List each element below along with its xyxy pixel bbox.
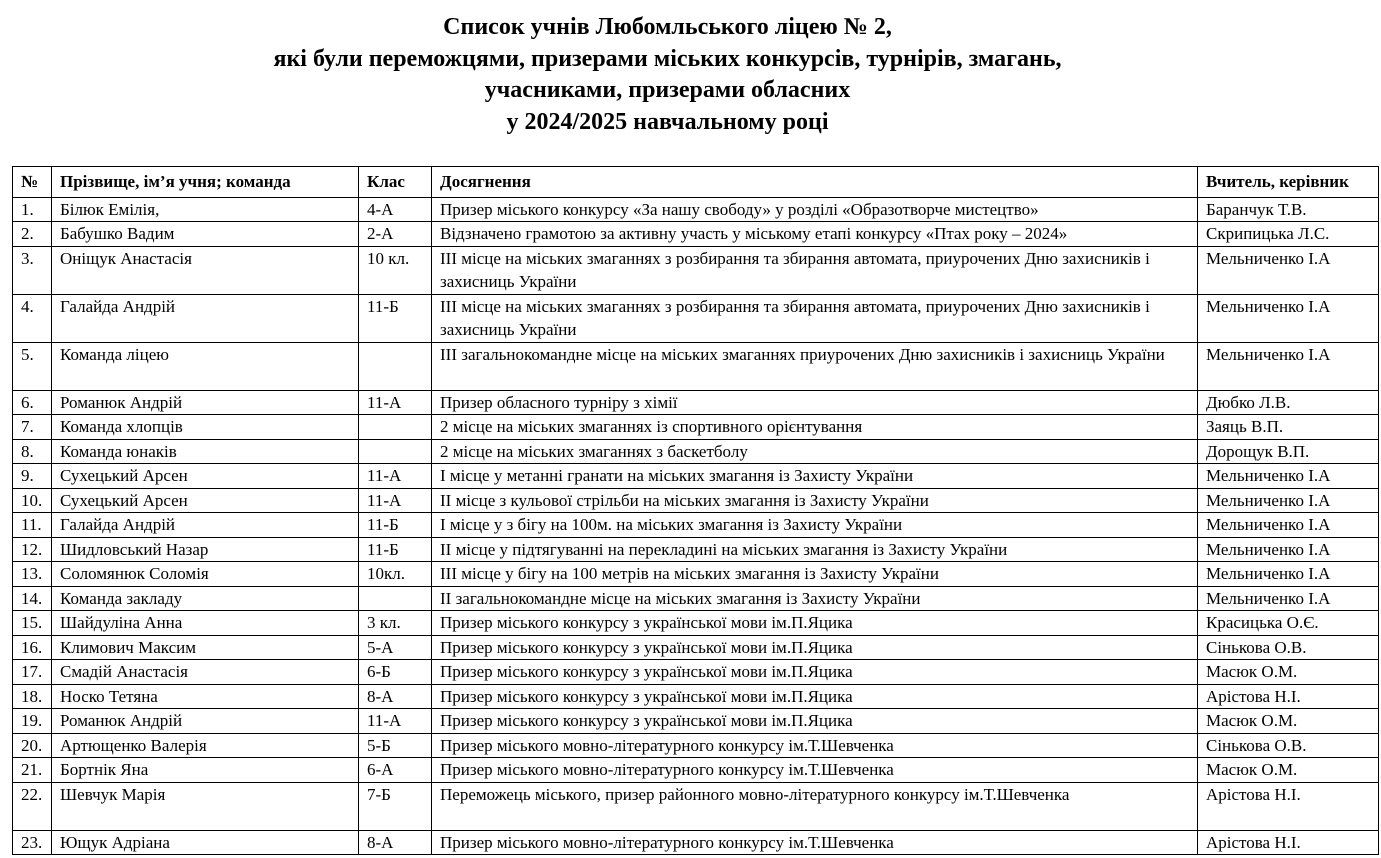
achievement-text: Призер міського конкурсу з української мови ім.П.Яцика bbox=[432, 660, 1198, 685]
table-row bbox=[13, 415, 1379, 440]
row-number: 2. bbox=[13, 222, 52, 247]
teacher-name: Арістова Н.І. bbox=[1198, 782, 1379, 830]
student-name: Смадій Анастасія bbox=[52, 660, 359, 685]
teacher-name: Арістова Н.І. bbox=[1198, 684, 1379, 709]
row-number: 20. bbox=[13, 733, 52, 758]
table-row bbox=[13, 611, 1379, 636]
achievement-text: Призер міського конкурсу з української мови ім.П.Яцика bbox=[432, 635, 1198, 660]
student-class: 8-А bbox=[359, 684, 432, 709]
student-name: Бортнік Яна bbox=[52, 758, 359, 783]
table-row bbox=[13, 222, 1379, 247]
teacher-name: Арістова Н.І. bbox=[1198, 830, 1379, 855]
title-line-1: Список учнів Любомльського ліцею № 2, bbox=[443, 14, 892, 40]
row-number: 21. bbox=[13, 758, 52, 783]
teacher-name: Баранчук Т.В. bbox=[1198, 197, 1379, 222]
achievement-text: І місце у з бігу на 100м. на міських змагання із Захисту України bbox=[432, 513, 1198, 538]
row-number: 3. bbox=[13, 246, 52, 294]
student-class: 6-А bbox=[359, 758, 432, 783]
row-number: 13. bbox=[13, 562, 52, 587]
teacher-name: Дорощук В.П. bbox=[1198, 439, 1379, 464]
table-row bbox=[13, 464, 1379, 489]
student-class bbox=[359, 415, 432, 440]
student-class bbox=[359, 586, 432, 611]
achievement-text: ІІІ загальнокомандне місце на міських змаганнях приурочених Дню захисників і захисниць України bbox=[432, 342, 1198, 390]
student-class: 11-А bbox=[359, 464, 432, 489]
achievement-text: Відзначено грамотою за активну участь у міському етапі конкурсу «Птах року – 2024» bbox=[432, 222, 1198, 247]
row-number: 1. bbox=[13, 197, 52, 222]
achievement-text: Призер міського конкурсу з української мови ім.П.Яцика bbox=[432, 684, 1198, 709]
teacher-name: Мельниченко І.А bbox=[1198, 562, 1379, 587]
header-class: Клас bbox=[359, 167, 432, 198]
student-class: 8-А bbox=[359, 830, 432, 855]
row-number: 17. bbox=[13, 660, 52, 685]
table-header-row bbox=[13, 167, 1379, 198]
row-number: 19. bbox=[13, 709, 52, 734]
student-class: 11-Б bbox=[359, 513, 432, 538]
achievement-text: ІІ місце з кульової стрільби на міських змагання із Захисту України bbox=[432, 488, 1198, 513]
achievement-text: Призер обласного турніру з хімії bbox=[432, 390, 1198, 415]
teacher-name: Заяць В.П. bbox=[1198, 415, 1379, 440]
table-row bbox=[13, 246, 1379, 294]
achievement-text: Призер міського мовно-літературного конкурсу ім.Т.Шевченка bbox=[432, 830, 1198, 855]
achievement-text: ІІ загальнокомандне місце на міських змагання із Захисту України bbox=[432, 586, 1198, 611]
row-number: 15. bbox=[13, 611, 52, 636]
achievement-text: Призер міського мовно-літературного конкурсу ім.Т.Шевченка bbox=[432, 733, 1198, 758]
student-name: Шидловський Назар bbox=[52, 537, 359, 562]
student-class bbox=[359, 439, 432, 464]
table-row bbox=[13, 562, 1379, 587]
teacher-name: Масюк О.М. bbox=[1198, 709, 1379, 734]
table-row bbox=[13, 782, 1379, 830]
header-name: Прізвище, ім’я учня; команда bbox=[52, 167, 359, 198]
student-class: 5-Б bbox=[359, 733, 432, 758]
achievement-text: ІІІ місце на міських змаганнях з розбирання та збирання автомата, приурочених Дню захисників і захисниць України bbox=[432, 294, 1198, 342]
achievement-text: Призер міського мовно-літературного конкурсу ім.Т.Шевченка bbox=[432, 758, 1198, 783]
student-name: Команда закладу bbox=[52, 586, 359, 611]
table-row bbox=[13, 294, 1379, 342]
row-number: 7. bbox=[13, 415, 52, 440]
student-class: 2-А bbox=[359, 222, 432, 247]
title-line-2: які були переможцями, призерами міських конкурсів, турнірів, змагань, bbox=[273, 45, 1062, 72]
student-class: 11-Б bbox=[359, 294, 432, 342]
table-row bbox=[13, 488, 1379, 513]
row-number: 12. bbox=[13, 537, 52, 562]
teacher-name: Мельниченко І.А bbox=[1198, 342, 1379, 390]
student-class: 4-А bbox=[359, 197, 432, 222]
students-table bbox=[12, 166, 1379, 855]
header-achievement: Досягнення bbox=[432, 167, 1198, 198]
table-row bbox=[13, 537, 1379, 562]
student-class: 11-А bbox=[359, 390, 432, 415]
student-class: 10кл. bbox=[359, 562, 432, 587]
student-class: 11-А bbox=[359, 709, 432, 734]
title-line-3: учасниками, призерами обласних bbox=[484, 77, 851, 103]
row-number: 22. bbox=[13, 782, 52, 830]
table-row bbox=[13, 660, 1379, 685]
student-name: Команда юнаків bbox=[52, 439, 359, 464]
student-name: Носко Тетяна bbox=[52, 684, 359, 709]
achievement-text: Переможець міського, призер районного мовно-літературного конкурсу ім.Т.Шевченка bbox=[432, 782, 1198, 830]
row-number: 5. bbox=[13, 342, 52, 390]
teacher-name: Сінькова О.В. bbox=[1198, 635, 1379, 660]
teacher-name: Мельниченко І.А bbox=[1198, 488, 1379, 513]
row-number: 16. bbox=[13, 635, 52, 660]
row-number: 18. bbox=[13, 684, 52, 709]
table-row bbox=[13, 586, 1379, 611]
student-name: Романюк Андрій bbox=[52, 709, 359, 734]
table-row bbox=[13, 342, 1379, 390]
teacher-name: Мельниченко І.А bbox=[1198, 294, 1379, 342]
table-row bbox=[13, 830, 1379, 855]
table-row bbox=[13, 733, 1379, 758]
row-number: 6. bbox=[13, 390, 52, 415]
teacher-name: Мельниченко І.А bbox=[1198, 464, 1379, 489]
student-name: Команда ліцею bbox=[52, 342, 359, 390]
student-name: Романюк Андрій bbox=[52, 390, 359, 415]
header-teacher: Вчитель, керівник bbox=[1198, 167, 1379, 198]
achievement-text: 2 місце на міських змаганнях із спортивного орієнтування bbox=[432, 415, 1198, 440]
student-name: Сухецький Арсен bbox=[52, 464, 359, 489]
teacher-name: Мельниченко І.А bbox=[1198, 513, 1379, 538]
student-name: Соломянюк Соломія bbox=[52, 562, 359, 587]
achievement-text: Призер міського конкурсу «За нашу свободу» у розділі «Образотворче мистецтво» bbox=[432, 197, 1198, 222]
row-number: 8. bbox=[13, 439, 52, 464]
teacher-name: Масюк О.М. bbox=[1198, 758, 1379, 783]
table-row bbox=[13, 684, 1379, 709]
table-row bbox=[13, 439, 1379, 464]
table-row bbox=[13, 513, 1379, 538]
achievement-text: Призер міського конкурсу з української мови ім.П.Яцика bbox=[432, 709, 1198, 734]
row-number: 10. bbox=[13, 488, 52, 513]
teacher-name: Мельниченко І.А bbox=[1198, 586, 1379, 611]
student-name: Бабушко Вадим bbox=[52, 222, 359, 247]
student-class: 3 кл. bbox=[359, 611, 432, 636]
table-row bbox=[13, 709, 1379, 734]
student-name: Климович Максим bbox=[52, 635, 359, 660]
teacher-name: Скрипицька Л.С. bbox=[1198, 222, 1379, 247]
student-name: Галайда Андрій bbox=[52, 294, 359, 342]
student-name: Галайда Андрій bbox=[52, 513, 359, 538]
student-name: Шайдуліна Анна bbox=[52, 611, 359, 636]
student-name: Білюк Емілія, bbox=[52, 197, 359, 222]
table-row bbox=[13, 197, 1379, 222]
table-row bbox=[13, 635, 1379, 660]
row-number: 11. bbox=[13, 513, 52, 538]
row-number: 23. bbox=[13, 830, 52, 855]
student-name: Оніщук Анастасія bbox=[52, 246, 359, 294]
row-number: 9. bbox=[13, 464, 52, 489]
achievement-text: ІІ місце у підтягуванні на перекладині на міських змагання із Захисту України bbox=[432, 537, 1198, 562]
teacher-name: Дюбко Л.В. bbox=[1198, 390, 1379, 415]
teacher-name: Сінькова О.В. bbox=[1198, 733, 1379, 758]
student-class: 11-А bbox=[359, 488, 432, 513]
student-name: Ющук Адріана bbox=[52, 830, 359, 855]
student-name: Сухецький Арсен bbox=[52, 488, 359, 513]
student-name: Команда хлопців bbox=[52, 415, 359, 440]
row-number: 14. bbox=[13, 586, 52, 611]
teacher-name: Масюк О.М. bbox=[1198, 660, 1379, 685]
teacher-name: Мельниченко І.А bbox=[1198, 537, 1379, 562]
table-row bbox=[13, 758, 1379, 783]
achievement-text: ІІІ місце на міських змаганнях з розбирання та збирання автомата, приурочених Дню захисників і захисниць України bbox=[432, 246, 1198, 294]
document-title bbox=[0, 12, 1335, 138]
student-name: Шевчук Марія bbox=[52, 782, 359, 830]
student-class: 10 кл. bbox=[359, 246, 432, 294]
title-line-4: у 2024/2025 навчальному році bbox=[506, 108, 829, 135]
row-number: 4. bbox=[13, 294, 52, 342]
student-class: 7-Б bbox=[359, 782, 432, 830]
header-number: № bbox=[13, 167, 52, 198]
student-class: 5-А bbox=[359, 635, 432, 660]
student-class bbox=[359, 342, 432, 390]
achievement-text: І місце у метанні гранати на міських змагання із Захисту України bbox=[432, 464, 1198, 489]
table-row bbox=[13, 390, 1379, 415]
teacher-name: Красицька О.Є. bbox=[1198, 611, 1379, 636]
teacher-name: Мельниченко І.А bbox=[1198, 246, 1379, 294]
student-name: Артющенко Валерія bbox=[52, 733, 359, 758]
student-class: 11-Б bbox=[359, 537, 432, 562]
achievement-text: 2 місце на міських змаганнях з баскетболу bbox=[432, 439, 1198, 464]
achievement-text: ІІІ місце у бігу на 100 метрів на міських змагання із Захисту України bbox=[432, 562, 1198, 587]
student-class: 6-Б bbox=[359, 660, 432, 685]
achievement-text: Призер міського конкурсу з української мови ім.П.Яцика bbox=[432, 611, 1198, 636]
